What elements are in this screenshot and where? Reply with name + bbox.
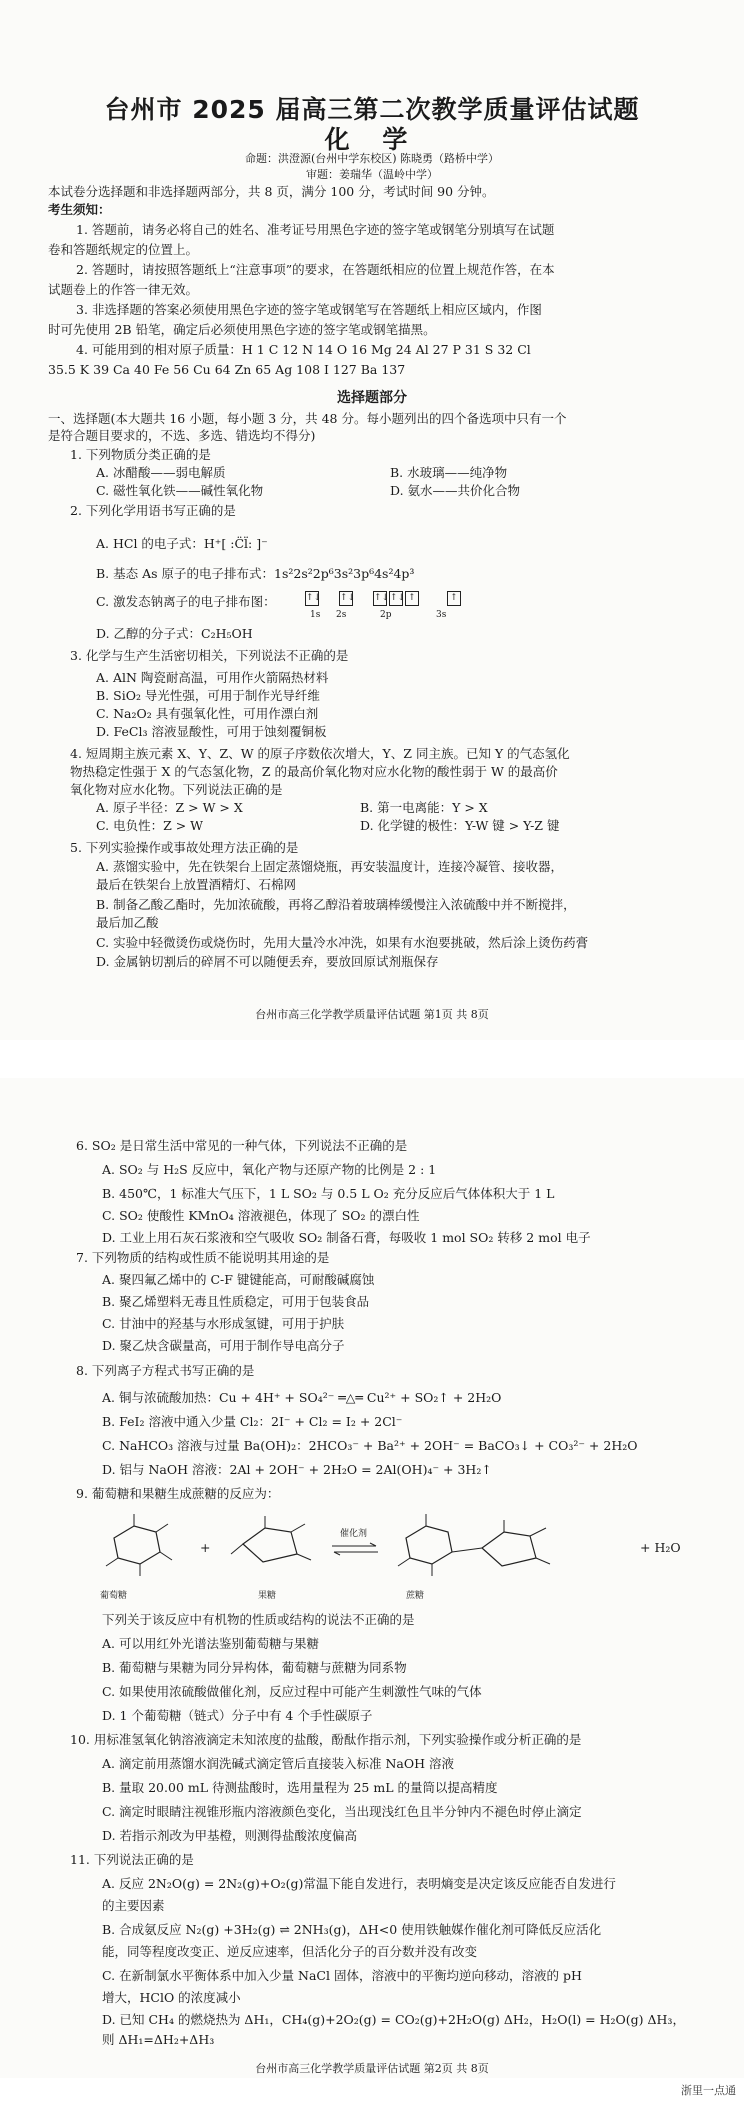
orbital-box: ↑↓ [305, 591, 319, 606]
question-4-stem: 氧化物对应水化物。下列说法正确的是 [70, 782, 283, 797]
q8-option-a: A. 铜与浓硫酸加热：Cu + 4H⁺ + SO₄²⁻ ═△═ Cu²⁺ + SO₂↑ + 2H₂O [102, 1390, 502, 1405]
question-3-stem: 3. 化学与生产生活密切相关，下列说法不正确的是 [70, 648, 349, 663]
q5-option-line: D. 金属钠切割后的碎屑不可以随便丢弃，要放回原试剂瓶保存 [96, 954, 439, 969]
notice-title: 考生须知： [48, 202, 111, 217]
q1-option-a: A. 冰醋酸——弱电解质 [96, 465, 226, 480]
q11-option-line: 的主要因素 [102, 1898, 165, 1913]
question-1-stem: 1. 下列物质分类正确的是 [70, 447, 211, 462]
q1-option-b: B. 水玻璃——纯净物 [390, 465, 508, 480]
q9-option-d: D. 1 个葡萄糖（链式）分子中有 4 个手性碳原子 [102, 1708, 373, 1723]
exam-page-1 [0, 0, 744, 1040]
question-4-stem: 物热稳定性强于 X 的气态氢化物，Z 的最高价氧化物对应水化物的酸性弱于 W 的最高价 [70, 764, 558, 779]
glucose-label: 葡萄糖 [100, 1591, 128, 1601]
q6-option-c: C. SO₂ 使酸性 KMnO₄ 溶液褪色，体现了 SO₂ 的漂白性 [102, 1208, 420, 1223]
q3-option-c: C. Na₂O₂ 具有强氧化性，可用作漂白剂 [96, 706, 319, 721]
q6-option-a: A. SO₂ 与 H₂S 反应中，氧化产物与还原产物的比例是 2 : 1 [102, 1162, 437, 1177]
question-8-stem: 8. 下列离子方程式书写正确的是 [76, 1363, 255, 1378]
q2-option-b: B. 基态 As 原子的电子排布式：1s²2s²2p⁶3s²3p⁶4s²4p³ [96, 566, 415, 581]
q11-option-line: D. 已知 CH₄ 的燃烧热为 ΔH₁，CH₄(g)+2O₂(g) = CO₂(g)+2H₂O(g) ΔH₂，H₂O(l) = H₂O(g) ΔH₃， [102, 2012, 685, 2027]
q2-option-c: C. 激发态钠离子的电子排布图： [96, 594, 276, 609]
question-10-stem: 10. 用标准氢氧化钠溶液滴定未知浓度的盐酸，酚酞作指示剂，下列实验操作或分析正确的是 [70, 1732, 582, 1747]
q7-option-d: D. 聚乙炔含碳量高，可用于制作导电高分子 [102, 1338, 345, 1353]
sucrose-label: 蔗糖 [406, 1591, 425, 1601]
q8-option-b: B. FeI₂ 溶液中通入少量 Cl₂：2I⁻ + Cl₂ = I₂ + 2Cl⁻ [102, 1414, 403, 1429]
notice-line: 4. 可能用到的相对原子质量：H 1 C 12 N 14 O 16 Mg 24 Al 27 P 31 S 32 Cl [76, 342, 531, 357]
section-desc: 是符合题目要求的，不选、多选、错选均不得分) [48, 428, 316, 443]
q5-option-line: A. 蒸馏实验中，先在铁架台上固定蒸馏烧瓶，再安装温度计，连接冷凝管、接收器， [96, 859, 563, 874]
question-7-stem: 7. 下列物质的结构或性质不能说明其用途的是 [76, 1250, 330, 1265]
q8-option-c: C. NaHCO₃ 溶液与过量 Ba(OH)₂：2HCO₃⁻ + Ba²⁺ + 2OH⁻ = BaCO₃↓ + CO₃²⁻ + 2H₂O [102, 1438, 638, 1453]
q11-option-line: C. 在新制氯水平衡体系中加入少量 NaCl 固体，溶液中的平衡均逆向移动，溶液的 pH [102, 1968, 582, 1983]
q11-option-line: A. 反应 2N₂O(g) = 2N₂(g)+O₂(g)常温下能自发进行，表明熵变是决定该反应能否自发进行 [102, 1876, 616, 1891]
exam-intro: 本试卷分选择题和非选择题两部分，共 8 页，满分 100 分，考试时间 90 分钟。 [48, 184, 495, 199]
q3-option-a: A. AlN 陶瓷耐高温，可用作火箭隔热材料 [96, 670, 329, 685]
q10-option-a: A. 滴定前用蒸馏水润洗碱式滴定管后直接装入标准 NaOH 溶液 [102, 1756, 454, 1771]
notice-line: 3. 非选择题的答案必须使用黑色字迹的签字笔或钢笔写在答题纸上相应区域内，作图 [76, 302, 542, 317]
water-product: + H₂O [640, 1540, 681, 1555]
orbital-label: 2s [336, 610, 347, 620]
question-2-stem: 2. 下列化学用语书写正确的是 [70, 503, 236, 518]
orbital-box: ↑↓ [339, 591, 353, 606]
question-11-stem: 11. 下列说法正确的是 [70, 1852, 194, 1867]
q9-option-c: C. 如果使用浓硫酸做催化剂，反应过程中可能产生刺激性气味的气体 [102, 1684, 482, 1699]
q7-option-c: C. 甘油中的羟基与水形成氢键，可用于护肤 [102, 1316, 345, 1331]
q7-option-b: B. 聚乙烯塑料无毒且性质稳定，可用于包装食品 [102, 1294, 370, 1309]
q4-option-a: A. 原子半径：Z > W > X [96, 800, 243, 815]
q10-option-c: C. 滴定时眼睛注视锥形瓶内溶液颜色变化，当出现浅红色且半分钟内不褪色时停止滴定 [102, 1804, 582, 1819]
q4-option-d: D. 化学键的极性：Y-W 键 > Y-Z 键 [360, 818, 560, 833]
q11-option-line: 能，同等程度改变正、逆反应速率，但活化分子的百分数并没有改变 [102, 1944, 478, 1959]
page-gap [0, 1040, 744, 1078]
q4-option-b: B. 第一电离能：Y > X [360, 800, 488, 815]
notice-line: 2. 答题时，请按照答题纸上“注意事项”的要求，在答题纸相应的位置上规范作答，在本 [76, 262, 555, 277]
q7-option-a: A. 聚四氟乙烯中的 C-F 键键能高，可耐酸碱腐蚀 [102, 1272, 375, 1287]
orbital-box: ↑ [405, 591, 419, 606]
orbital-label: 1s [310, 610, 321, 620]
page-footer: 台州市高三化学教学质量评估试题 第2页 共 8页 [255, 2062, 489, 2075]
catalyst-label: 催化剂 [340, 1529, 368, 1539]
question-9-stem: 9. 葡萄糖和果糖生成蔗糖的反应为： [76, 1486, 280, 1501]
q1-option-c: C. 磁性氧化铁——碱性氧化物 [96, 483, 264, 498]
q3-option-b: B. SiO₂ 导光性强，可用于制作光导纤维 [96, 688, 320, 703]
q6-option-d: D. 工业上用石灰石浆液和空气吸收 SO₂ 制备石膏，每吸收 1 mol SO₂ 转移 2 mol 电子 [102, 1230, 591, 1245]
equilibrium-arrow [330, 1540, 380, 1559]
fructose-label: 果糖 [258, 1591, 277, 1601]
q11-option-line: 则 ΔH₁=ΔH₂+ΔH₃ [102, 2032, 215, 2047]
q10-option-d: D. 若指示剂改为甲基橙，则测得盐酸浓度偏高 [102, 1828, 358, 1843]
section-title: 选择题部分 [337, 390, 407, 406]
q6-option-b: B. 450℃，1 标准大气压下，1 L SO₂ 与 0.5 L O₂ 充分反应后气体体积大于 1 L [102, 1186, 555, 1201]
q9-option-b: B. 葡萄糖与果糖为同分异构体，葡萄糖与蔗糖为同系物 [102, 1660, 407, 1675]
notice-line: 时可先使用 2B 铅笔，确定后必须使用黑色字迹的签字笔或钢笔描黑。 [48, 322, 436, 337]
section-desc: 一、选择题(本大题共 16 小题，每小题 3 分，共 48 分。每小题列出的四个备选项中只有一个 [48, 411, 567, 426]
glucose-structure [94, 1510, 184, 1584]
question-4-stem: 4. 短周期主族元素 X、Y、Z、W 的原子序数依次增大，Y、Z 同主族。已知 Y 的气态氢化 [70, 746, 570, 761]
question-5-stem: 5. 下列实验操作或事故处理方法正确的是 [70, 840, 299, 855]
q11-option-line: B. 合成氨反应 N₂(g) +3H₂(g) ⇌ 2NH₃(g)，ΔH<0 使用铁触媒作催化剂可降低反应活化 [102, 1922, 602, 1937]
subject-title: 化 学 [324, 125, 420, 154]
q5-option-line: C. 实验中轻微烫伤或烧伤时，先用大量冷水冲洗，如果有水泡要挑破，然后涂上烫伤药膏 [96, 935, 589, 950]
question-6-stem: 6. SO₂ 是日常生活中常见的一种气体，下列说法不正确的是 [76, 1138, 408, 1153]
q5-option-line: 最后在铁架台上放置酒精灯、石棉网 [96, 877, 297, 892]
q8-option-d: D. 铝与 NaOH 溶液：2Al + 2OH⁻ + 2H₂O = 2Al(OH)₄⁻ + 3H₂↑ [102, 1462, 492, 1477]
plus-sign: + [200, 1540, 211, 1555]
q5-option-line: 最后加乙酸 [96, 915, 159, 930]
notice-line: 1. 答题前，请务必将自己的姓名、准考证号用黑色字迹的签字笔或钢笔分别填写在试题 [76, 222, 555, 237]
orbital-label: 2p [380, 610, 392, 620]
q9-intro: 下列关于该反应中有机物的性质或结构的说法不正确的是 [102, 1612, 415, 1627]
notice-line: 35.5 K 39 Ca 40 Fe 56 Cu 64 Zn 65 Ag 108 I 127 Ba 137 [48, 362, 406, 377]
page-footer: 台州市高三化学教学质量评估试题 第1页 共 8页 [255, 1008, 489, 1021]
authors-line: 命题：洪澄源(台州中学东校区) 陈晓勇（路桥中学） [244, 152, 500, 165]
q9-option-a: A. 可以用红外光谱法鉴别葡萄糖与果糖 [102, 1636, 319, 1651]
exam-title: 台州市 2025 届高三第二次教学质量评估试题 [104, 95, 640, 124]
q5-option-line: B. 制备乙酸乙酯时，先加浓硫酸，再将乙醇沿着玻璃棒缓慢注入浓硫酸中并不断搅拌， [96, 897, 576, 912]
fructose-structure [225, 1514, 315, 1578]
orbital-box: ↑↓ [373, 591, 387, 606]
q10-option-b: B. 量取 20.00 mL 待测盐酸时，选用量程为 25 mL 的量筒以提高精度 [102, 1780, 498, 1795]
orbital-box: ↑↓ [389, 591, 403, 606]
notice-line: 卷和答题纸规定的位置上。 [48, 242, 199, 257]
q2-option-a: A. HCl 的电子式：H⁺[ :C̈l̈: ]⁻ [96, 536, 268, 551]
sucrose-structure [390, 1510, 580, 1584]
q4-option-c: C. 电负性：Z > W [96, 818, 204, 833]
notice-line: 试题卷上的作答一律无效。 [48, 282, 199, 297]
orbital-diagram [305, 590, 463, 606]
reviewer-line: 审题：姜瑞华（温岭中学） [306, 168, 438, 181]
orbital-label: 3s [436, 610, 447, 620]
q3-option-d: D. FeCl₃ 溶液显酸性，可用于蚀刻覆铜板 [96, 724, 327, 739]
q2-option-d: D. 乙醇的分子式：C₂H₅OH [96, 626, 253, 641]
watermark-text: 浙里一点通 [681, 2084, 736, 2097]
exam-page-2 [0, 1078, 744, 2078]
orbital-box: ↑ [447, 591, 461, 606]
q1-option-d: D. 氨水——共价化合物 [390, 483, 521, 498]
q11-option-line: 增大，HClO 的浓度减小 [102, 1990, 241, 2005]
